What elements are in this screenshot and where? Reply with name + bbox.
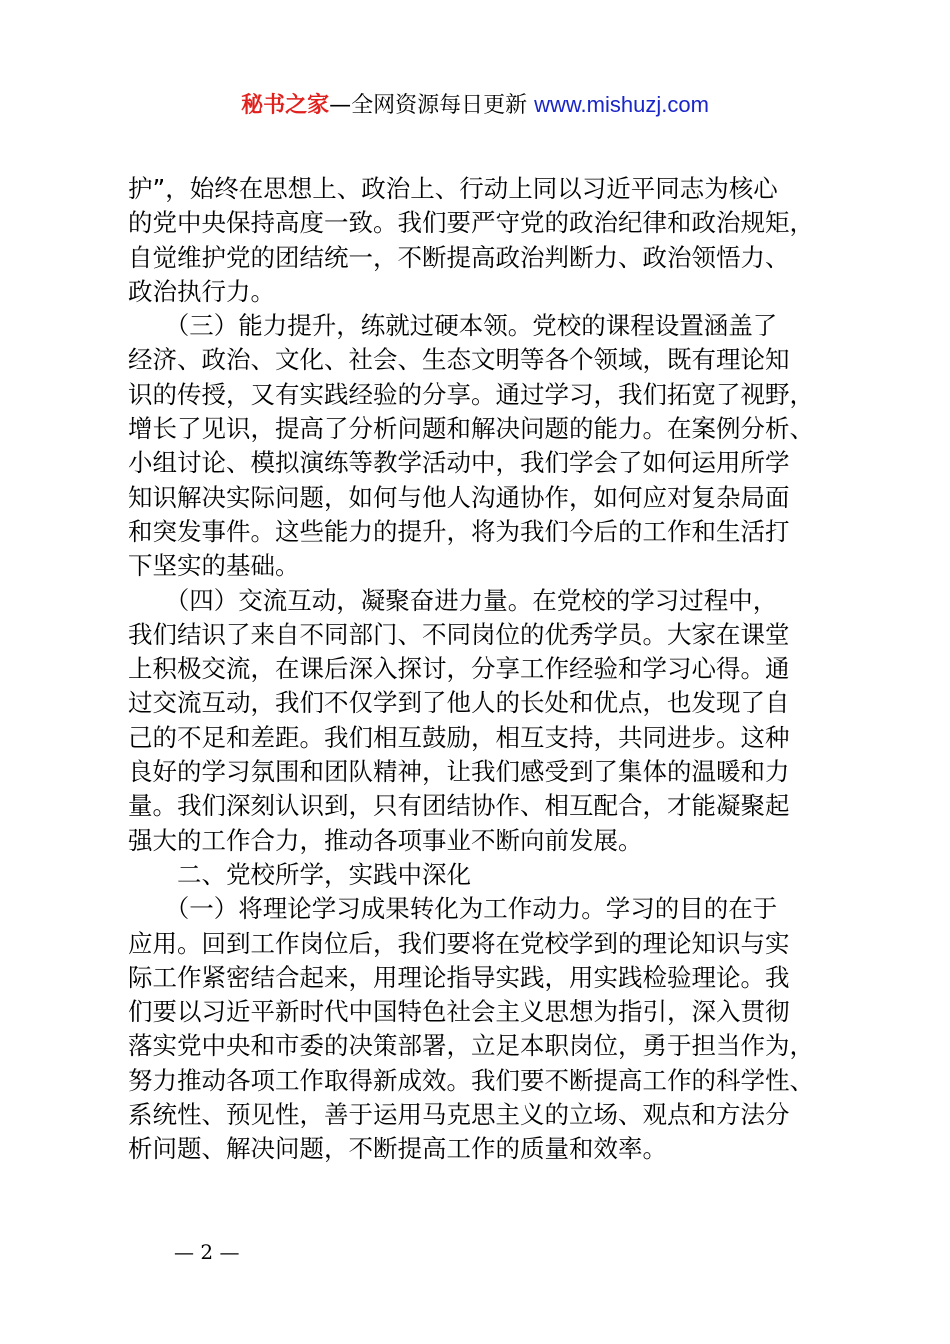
- body-line: 政治执行力。: [128, 276, 275, 306]
- body-line: 护”，始终在思想上、政治上、行动上同以习近平同志为核心: [128, 174, 778, 203]
- body-line: （三）能力提升，练就过硬本领。党校的课程设置涵盖了: [128, 311, 778, 341]
- body-line: 应用。回到工作岗位后，我们要将在党校学到的理论知识与实: [128, 928, 790, 958]
- body-line: 知识解决实际问题，如何与他人沟通协作，如何应对复杂局面: [128, 482, 790, 512]
- body-line: 强大的工作合力，推动各项事业不断向前发展。: [128, 825, 643, 855]
- body-line: 小组讨论、模拟演练等教学活动中，我们学会了如何运用所学: [128, 448, 790, 478]
- body-line: 析问题、解决问题，不断提高工作的质量和效率。: [128, 1134, 667, 1164]
- site-tagline: —全网资源每日更新: [329, 93, 535, 118]
- body-line: 和突发事件。这些能力的提升，将为我们今后的工作和生活打: [128, 516, 790, 546]
- body-line: 良好的学习氛围和团队精神，让我们感受到了集体的温暖和力: [128, 757, 790, 787]
- site-brand: 秘书之家: [241, 93, 330, 118]
- body-line: 下坚实的基础。: [128, 551, 300, 581]
- body-line: 经济、政治、文化、社会、生态文明等各个领域，既有理论知: [128, 345, 790, 375]
- body-line: 们要以习近平新时代中国特色社会主义思想为指引，深入贯彻: [128, 997, 790, 1027]
- body-line: （一）将理论学习成果转化为工作动力。学习的目的在于: [128, 894, 778, 924]
- page-number: — 2 —: [174, 1240, 240, 1264]
- site-header: [0, 90, 950, 121]
- site-url-link[interactable]: www.mishuzj.com: [534, 92, 709, 117]
- body-line: 上积极交流，在课后深入探讨，分享工作经验和学习心得。通: [128, 654, 790, 684]
- body-line: 的党中央保持高度一致。我们要严守党的政治纪律和政治规矩，: [128, 208, 814, 238]
- body-line: 系统性、预见性，善于运用马克思主义的立场、观点和方法分: [128, 1100, 790, 1130]
- body-line: 量。我们深刻认识到，只有团结协作、相互配合，才能凝聚起: [128, 791, 790, 821]
- body-line: （四）交流互动，凝聚奋进力量。在党校的学习过程中，: [128, 585, 778, 615]
- body-line: 自觉维护党的团结统一，不断提高政治判断力、政治领悟力、: [128, 242, 790, 272]
- body-line: 增长了见识，提高了分析问题和解决问题的能力。在案例分析、: [128, 414, 814, 444]
- body-line: 际工作紧密结合起来，用理论指导实践，用实践检验理论。我: [128, 962, 790, 992]
- body-line: 识的传授，又有实践经验的分享。通过学习，我们拓宽了视野，: [128, 379, 814, 409]
- body-line: 己的不足和差距。我们相互鼓励，相互支持，共同进步。这种: [128, 722, 790, 752]
- document-body: [128, 172, 848, 1167]
- body-line: 过交流互动，我们不仅学到了他人的长处和优点，也发现了自: [128, 688, 790, 718]
- section-heading: 二、党校所学，实践中深化: [128, 859, 471, 889]
- body-line: 落实党中央和市委的决策部署，立足本职岗位，勇于担当作为，: [128, 1031, 814, 1061]
- body-line: 努力推动各项工作取得新成效。我们要不断提高工作的科学性、: [128, 1065, 814, 1095]
- body-line: 我们结识了来自不同部门、不同岗位的优秀学员。大家在课堂: [128, 619, 790, 649]
